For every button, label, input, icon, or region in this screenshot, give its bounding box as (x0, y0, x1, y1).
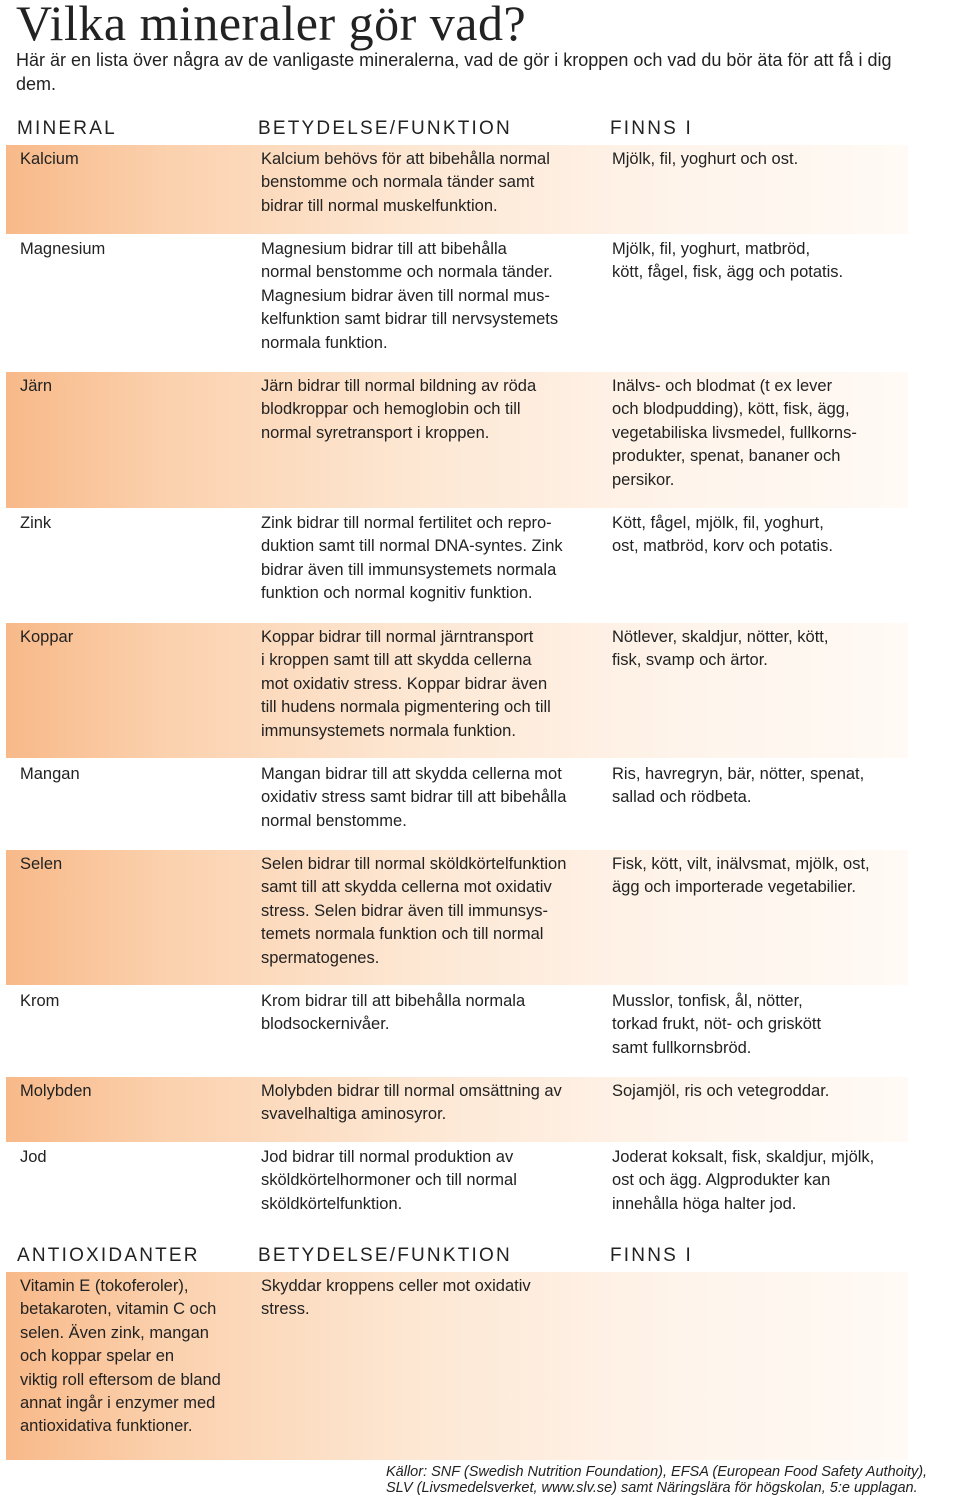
mineral-sources: Fisk, kött, vilt, inälvsmat, mjölk, ost, ägg och importerade vegetabilier. (612, 855, 870, 897)
mineral-function: Mangan bidrar till att skydda cellerna mot oxidativ stress samt bidrar till att bibehålla normal benstomme. (261, 765, 567, 830)
column-header-sources: FINNS I (610, 1245, 693, 1266)
mineral-name: Krom (20, 992, 60, 1010)
mineral-function: Jod bidrar till normal produktion av sköldkörtelhormoner och till normal sköldkörtelfunktion. (261, 1148, 517, 1213)
mineral-row-krom (6, 987, 908, 1075)
column-header-sources: FINNS I (610, 118, 693, 139)
page-title: Vilka mineraler gör vad? (16, 0, 527, 51)
mineral-row-jarn (6, 372, 908, 508)
mineral-row-jod (6, 1143, 908, 1231)
column-header-function: BETYDELSE/FUNKTION (258, 118, 512, 139)
mineral-name: Jod (20, 1148, 47, 1166)
column-header-antioxidants: ANTIOXIDANTER (17, 1245, 200, 1266)
mineral-sources: Nötlever, skaldjur, nötter, kött, fisk, svamp och ärtor. (612, 628, 829, 670)
mineral-function: Molybden bidrar till normal omsättning av svavelhaltiga aminosyror. (261, 1082, 562, 1124)
mineral-function: Selen bidrar till normal sköldkörtelfunktion samt till att skydda cellerna mot oxidativ stress. Selen bidrar även till immunsys- temets normala funktion och till normal spermatogenes. (261, 855, 567, 967)
antioxidant-name: Vitamin E (tokoferoler), betakaroten, vitamin C och selen. Även zink, mangan och koppar spelar en viktig roll eftersom de bland annat ingår i enzymer med antioxidativa funktioner. (20, 1277, 221, 1436)
intro-text: Här är en lista över några av de vanligaste mineralerna, vad de gör i kroppen och vad du bör äta för att få i dig dem. (16, 50, 892, 94)
mineral-sources: Ris, havregryn, bär, nötter, spenat, sallad och rödbeta. (612, 765, 865, 807)
mineral-sources: Musslor, tonfisk, ål, nötter, torkad frukt, nöt- och griskött samt fullkornsbröd. (612, 992, 822, 1057)
mineral-sources: Joderat koksalt, fisk, skaldjur, mjölk, ost och ägg. Algprodukter kan innehålla höga halter jod. (612, 1148, 875, 1213)
mineral-function: Magnesium bidrar till att bibehålla normal benstomme och normala tänder. Magnesium bidrar även till normal mus- kelfunktion samt bidrar till nervsystemets normala funktion. (261, 240, 559, 352)
antioxidant-row (6, 1272, 908, 1460)
column-header-mineral: MINERAL (17, 118, 117, 139)
mineral-function: Koppar bidrar till normal järntransport i kroppen samt till att skydda cellerna mot oxidativ stress. Koppar bidrar även till hudens normala pigmentering och till immunsystemets normala funktion. (261, 628, 551, 740)
sources-footnote: Källor: SNF (Swedish Nutrition Foundation), EFSA (European Food Safety Authoity), SLV (Livsmedelsverket, www.slv.se) samt Näringslära för högskolan, 5:e upplagan. (386, 1464, 928, 1496)
mineral-sources: Inälvs- och blodmat (t ex lever och blodpudding), kött, fisk, ägg, vegetabiliska livsmedel, fullkorns- produkter, spenat, bananer och persikor. (612, 377, 857, 489)
mineral-name: Kalcium (20, 150, 79, 168)
mineral-sources: Mjölk, fil, yoghurt, matbröd, kött, fågel, fisk, ägg och potatis. (612, 240, 844, 282)
column-header-function: BETYDELSE/FUNKTION (258, 1245, 512, 1266)
mineral-row-koppar (6, 623, 908, 758)
mineral-row-molybden (6, 1077, 908, 1142)
mineral-row-magnesium (6, 235, 908, 370)
mineral-name: Zink (20, 514, 52, 532)
mineral-function: Kalcium behövs för att bibehålla normal benstomme och normala tänder samt bidrar till normal muskelfunktion. (261, 150, 550, 215)
mineral-row-zink (6, 509, 908, 621)
mineral-name: Mangan (20, 765, 80, 783)
mineral-sources: Sojamjöl, ris och vetegroddar. (612, 1082, 830, 1100)
mineral-row-mangan (6, 760, 908, 848)
mineral-row-selen (6, 850, 908, 985)
mineral-name: Magnesium (20, 240, 106, 258)
mineral-name: Molybden (20, 1082, 92, 1100)
antioxidant-table-header (0, 1245, 960, 1273)
mineral-name: Selen (20, 855, 63, 873)
mineral-name: Koppar (20, 628, 74, 646)
mineral-name: Järn (20, 377, 53, 395)
antioxidant-function: Skyddar kroppens celler mot oxidativ stress. (261, 1277, 531, 1319)
mineral-sources: Kött, fågel, mjölk, fil, yoghurt, ost, matbröd, korv och potatis. (612, 514, 834, 556)
mineral-sources: Mjölk, fil, yoghurt och ost. (612, 150, 799, 168)
mineral-function: Krom bidrar till att bibehålla normala blodsockernivåer. (261, 992, 526, 1034)
mineral-function: Zink bidrar till normal fertilitet och repro- duktion samt till normal DNA-syntes. Zink bidrar även till immunsystemets normala funktion och normal kognitiv funktion. (261, 514, 563, 603)
mineral-function: Järn bidrar till normal bildning av röda blodkroppar och hemoglobin och till normal syretransport i kroppen. (261, 377, 537, 442)
mineral-table-header (0, 118, 960, 146)
mineral-row-kalcium (6, 145, 908, 234)
